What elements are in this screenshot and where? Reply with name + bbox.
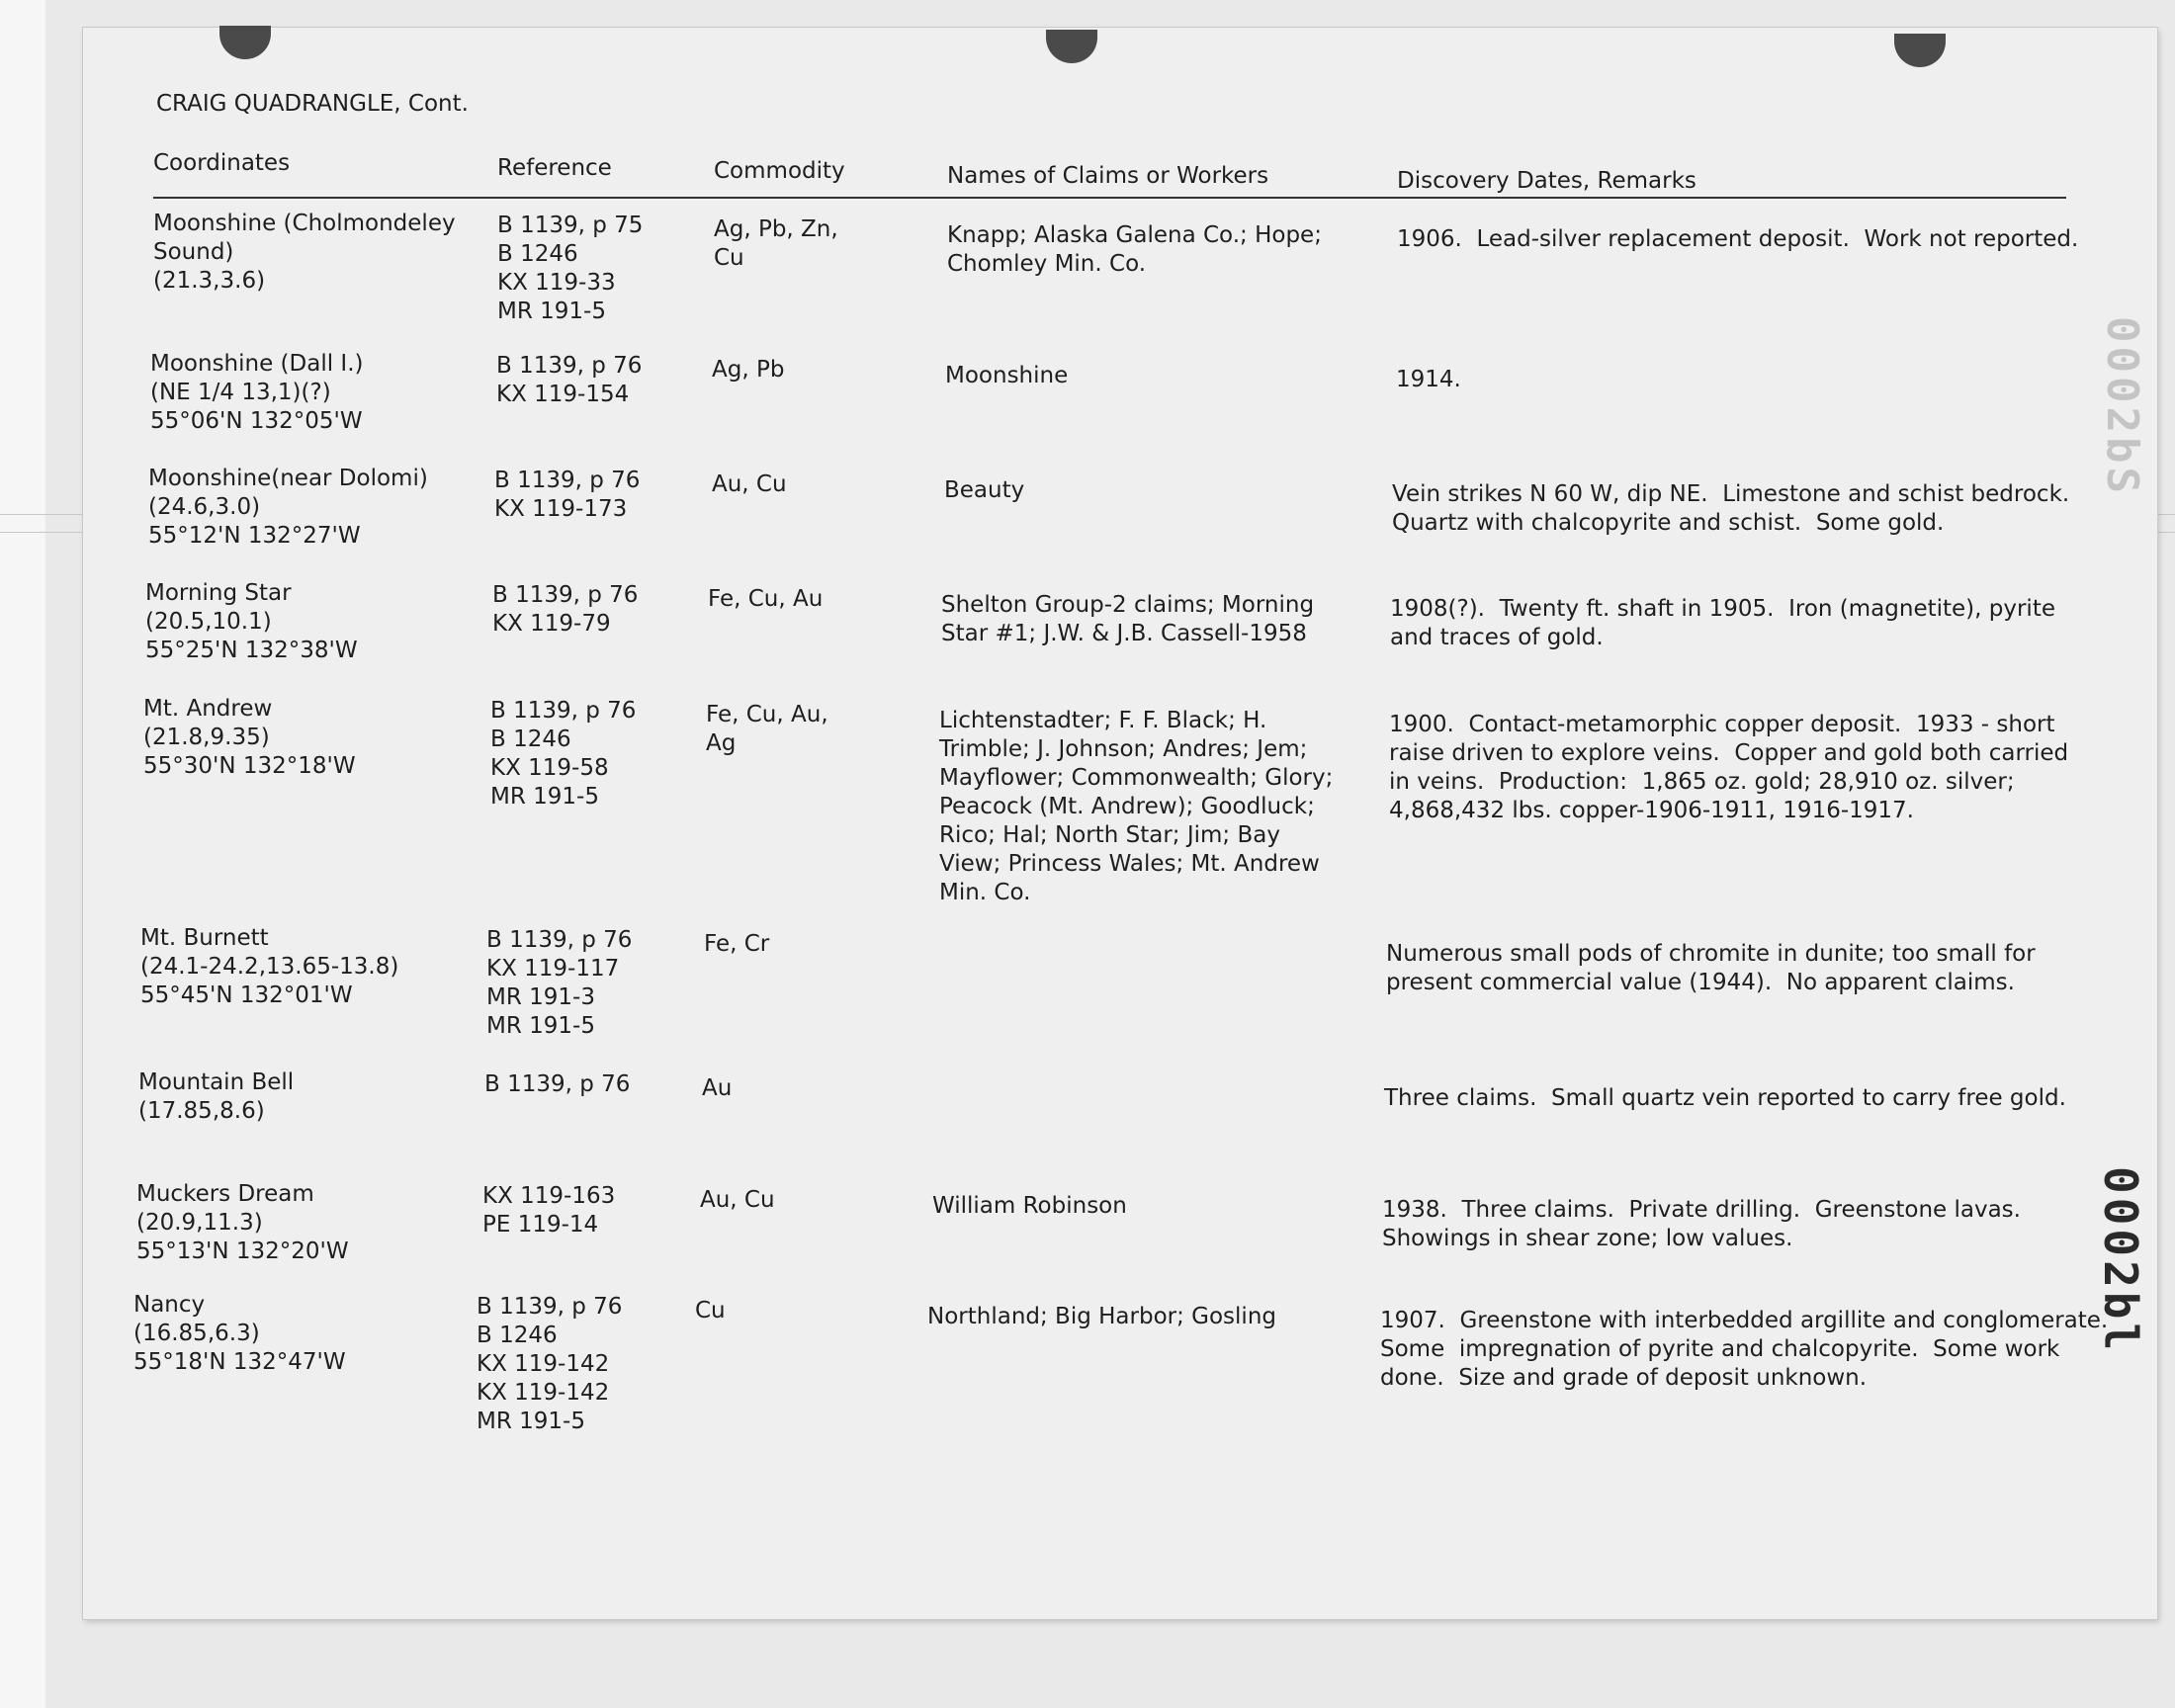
cell-line: KX 119-117 <box>486 956 620 982</box>
cell-line: Mayflower; Commonwealth; Glory; <box>939 765 1334 791</box>
cell-line: KX 119-173 <box>494 496 628 522</box>
cell-line: Au, Cu <box>700 1187 775 1213</box>
reference-cell <box>477 1293 622 1436</box>
cell-line: PE 119-14 <box>482 1212 599 1238</box>
header-names: Names of Claims or Workers <box>947 163 1269 189</box>
coordinates-cell <box>143 695 356 781</box>
names-cell <box>939 707 1333 907</box>
header-remarks: Discovery Dates, Remarks <box>1397 168 1696 194</box>
cell-line: 1908(?). Twenty ft. shaft in 1905. Iron (magnetite), pyrite <box>1390 596 2055 622</box>
cell-line: Numerous small pods of chromite in dunite; too small for <box>1386 941 2036 967</box>
cell-line: 1938. Three claims. Private drilling. Greenstone lavas. <box>1382 1197 2021 1223</box>
remarks-cell <box>1384 1084 2066 1113</box>
cell-line: 1906. Lead-silver replacement deposit. Work not reported. <box>1397 226 2079 252</box>
coordinates-cell <box>133 1291 346 1377</box>
cell-line: Fe, Cr <box>704 931 770 957</box>
cell-line: 55°18'N 132°47'W <box>133 1349 346 1375</box>
commodity-cell <box>708 585 823 614</box>
cell-line: Lichtenstadter; F. F. Black; H. <box>939 708 1267 733</box>
cell-line: B 1139, p 76 <box>496 353 643 379</box>
remarks-cell <box>1392 480 2069 538</box>
remarks-cell <box>1389 711 2068 825</box>
reference-cell <box>496 352 642 409</box>
reference-cell <box>484 1070 630 1099</box>
cell-line: KX 119-58 <box>490 755 609 781</box>
commodity-cell <box>704 930 769 959</box>
cell-line: and traces of gold. <box>1390 625 1604 650</box>
reference-cell <box>492 581 638 639</box>
coordinates-cell <box>136 1180 349 1266</box>
commodity-cell <box>712 356 784 384</box>
cell-line: MR 191-5 <box>486 1013 595 1039</box>
cell-line: KX 119-142 <box>477 1351 610 1377</box>
cell-line: Mt. Burnett <box>140 925 269 951</box>
cell-line: B 1246 <box>490 726 571 752</box>
cell-line: Au <box>702 1075 733 1101</box>
cell-line: Fe, Cu, Au <box>708 586 824 612</box>
names-cell <box>932 1192 1127 1221</box>
cell-line: Showings in shear zone; low values. <box>1382 1226 1793 1251</box>
remarks-cell <box>1382 1196 2021 1253</box>
cell-line: 4,868,432 lbs. copper-1906-1911, 1916-1917. <box>1389 798 1914 823</box>
cell-line: (21.8,9.35) <box>143 725 270 750</box>
cell-line: B 1139, p 76 <box>490 698 637 724</box>
cell-line: B 1139, p 76 <box>492 582 639 608</box>
cell-line: Knapp; Alaska Galena Co.; Hope; <box>947 222 1322 248</box>
reference-cell <box>486 926 632 1041</box>
cell-line: (16.85,6.3) <box>133 1321 260 1346</box>
cell-line: in veins. Production: 1,865 oz. gold; 28,910 oz. silver; <box>1389 769 2015 795</box>
coordinates-cell <box>145 579 358 665</box>
cell-line: Cu <box>695 1298 726 1324</box>
cell-line: Mt. Andrew <box>143 696 273 722</box>
cell-line: (20.5,10.1) <box>145 609 272 635</box>
cell-line: raise driven to explore veins. Copper and gold both carried <box>1389 740 2069 766</box>
cell-line: B 1139, p 76 <box>494 468 641 493</box>
remarks-cell <box>1397 225 2078 254</box>
cell-line: (17.85,8.6) <box>138 1098 265 1124</box>
cell-line: KX 119-163 <box>482 1183 616 1209</box>
cell-line: B 1246 <box>497 241 578 267</box>
cell-line: B 1139, p 76 <box>484 1071 631 1097</box>
cell-line: MR 191-3 <box>486 984 595 1010</box>
cell-line: Fe, Cu, Au, <box>706 702 828 727</box>
cell-line: Ag, Pb <box>712 357 785 383</box>
remarks-cell <box>1380 1307 2108 1393</box>
cell-line: Quartz with chalcopyrite and schist. Some gold. <box>1392 510 1945 536</box>
commodity-cell <box>714 215 838 273</box>
remarks-cell <box>1390 595 2055 652</box>
names-cell <box>944 476 1024 505</box>
coordinates-cell <box>138 1068 294 1126</box>
cell-line: Moonshine (Cholmondeley <box>153 211 456 236</box>
cell-line: Muckers Dream <box>136 1181 314 1207</box>
commodity-cell <box>712 470 787 499</box>
cell-line: 55°25'N 132°38'W <box>145 638 358 663</box>
commodity-cell <box>706 701 828 758</box>
coordinates-cell <box>148 465 428 551</box>
header-reference: Reference <box>497 155 612 181</box>
cell-line: (24.6,3.0) <box>148 494 261 520</box>
commodity-cell <box>702 1074 732 1103</box>
cell-line: (24.1-24.2,13.65-13.8) <box>140 954 399 980</box>
cell-line: Shelton Group-2 claims; Morning <box>941 592 1315 618</box>
cell-line: Morning Star <box>145 580 292 606</box>
cell-line: Star #1; J.W. & J.B. Cassell-1958 <box>941 621 1307 646</box>
cell-line: Chomley Min. Co. <box>947 251 1147 277</box>
reference-cell <box>482 1182 615 1239</box>
cell-line: MR 191-5 <box>490 784 599 810</box>
page-number-stamp: 0002bl <box>2094 1166 2147 1355</box>
cell-line: KX 119-79 <box>492 611 611 637</box>
cell-line: Mountain Bell <box>138 1069 295 1095</box>
cell-line: Au, Cu <box>712 471 787 497</box>
cell-line: Moonshine <box>945 363 1069 388</box>
cell-line: 1900. Contact-metamorphic copper deposit. 1933 - short <box>1389 712 2055 737</box>
header-commodity: Commodity <box>714 158 845 184</box>
coordinates-cell <box>153 210 456 296</box>
names-cell <box>927 1303 1276 1331</box>
cell-line: B 1139, p 75 <box>497 213 644 238</box>
names-cell <box>945 362 1068 390</box>
remarks-cell <box>1386 940 2036 997</box>
remarks-cell <box>1396 366 1461 394</box>
scanner-edge <box>0 0 45 1708</box>
cell-line: Min. Co. <box>939 880 1031 905</box>
reference-cell <box>497 212 643 326</box>
cell-line: KX 119-154 <box>496 382 630 407</box>
cell-line: Rico; Hal; North Star; Jim; Bay <box>939 822 1280 848</box>
cell-line: 1914. <box>1396 367 1461 392</box>
header-rule <box>153 197 2066 199</box>
cell-line: Some impregnation of pyrite and chalcopyrite. Some work <box>1380 1336 2060 1362</box>
cell-line: 55°06'N 132°05'W <box>150 408 363 434</box>
cell-line: B 1139, p 76 <box>486 927 633 953</box>
names-cell <box>941 591 1314 648</box>
header-coordinates: Coordinates <box>153 150 291 176</box>
cell-line: Ag <box>706 730 737 756</box>
cell-line: Three claims. Small quartz vein reported to carry free gold. <box>1384 1085 2066 1111</box>
cell-line: (21.3,3.6) <box>153 268 266 294</box>
coordinates-cell <box>150 350 364 436</box>
cell-line: (NE 1/4 13,1)(?) <box>150 380 331 405</box>
cell-line: Trimble; J. Johnson; Andres; Jem; <box>939 736 1308 762</box>
cell-line: KX 119-33 <box>497 270 616 296</box>
cell-line: Sound) <box>153 239 234 265</box>
cell-line: MR 191-5 <box>497 299 606 324</box>
cell-line: Beauty <box>944 477 1025 503</box>
faint-number-stamp: 0002bS <box>2097 316 2147 497</box>
cell-line: 1907. Greenstone with interbedded argillite and conglomerate. <box>1380 1308 2109 1333</box>
cell-line: (20.9,11.3) <box>136 1210 263 1236</box>
cell-line: Moonshine (Dall I.) <box>150 351 364 377</box>
page-title: CRAIG QUADRANGLE, Cont. <box>156 91 469 117</box>
cell-line: Ag, Pb, Zn, <box>714 216 838 242</box>
cell-line: done. Size and grade of deposit unknown. <box>1380 1365 1868 1391</box>
cell-line: William Robinson <box>932 1193 1127 1219</box>
reference-cell <box>490 697 636 811</box>
cell-line: 55°45'N 132°01'W <box>140 982 353 1008</box>
cell-line: 55°30'N 132°18'W <box>143 753 356 779</box>
cell-line: Nancy <box>133 1292 206 1318</box>
coordinates-cell <box>140 924 398 1010</box>
cell-line: Vein strikes N 60 W, dip NE. Limestone and schist bedrock. <box>1392 481 2070 507</box>
cell-line: 55°12'N 132°27'W <box>148 523 361 549</box>
cell-line: View; Princess Wales; Mt. Andrew <box>939 851 1320 877</box>
cell-line: 55°13'N 132°20'W <box>136 1238 349 1264</box>
cell-line: MR 191-5 <box>477 1409 585 1434</box>
commodity-cell <box>700 1186 775 1215</box>
names-cell <box>947 221 1322 279</box>
cell-line: Peacock (Mt. Andrew); Goodluck; <box>939 794 1315 819</box>
cell-line: Cu <box>714 245 744 271</box>
commodity-cell <box>695 1297 726 1325</box>
cell-line: B 1139, p 76 <box>477 1294 623 1320</box>
cell-line: KX 119-142 <box>477 1380 610 1406</box>
cell-line: present commercial value (1944). No apparent claims. <box>1386 970 2015 995</box>
cell-line: Northland; Big Harbor; Gosling <box>927 1304 1276 1329</box>
cell-line: B 1246 <box>477 1323 558 1348</box>
reference-cell <box>494 467 640 524</box>
cell-line: Moonshine(near Dolomi) <box>148 466 428 491</box>
